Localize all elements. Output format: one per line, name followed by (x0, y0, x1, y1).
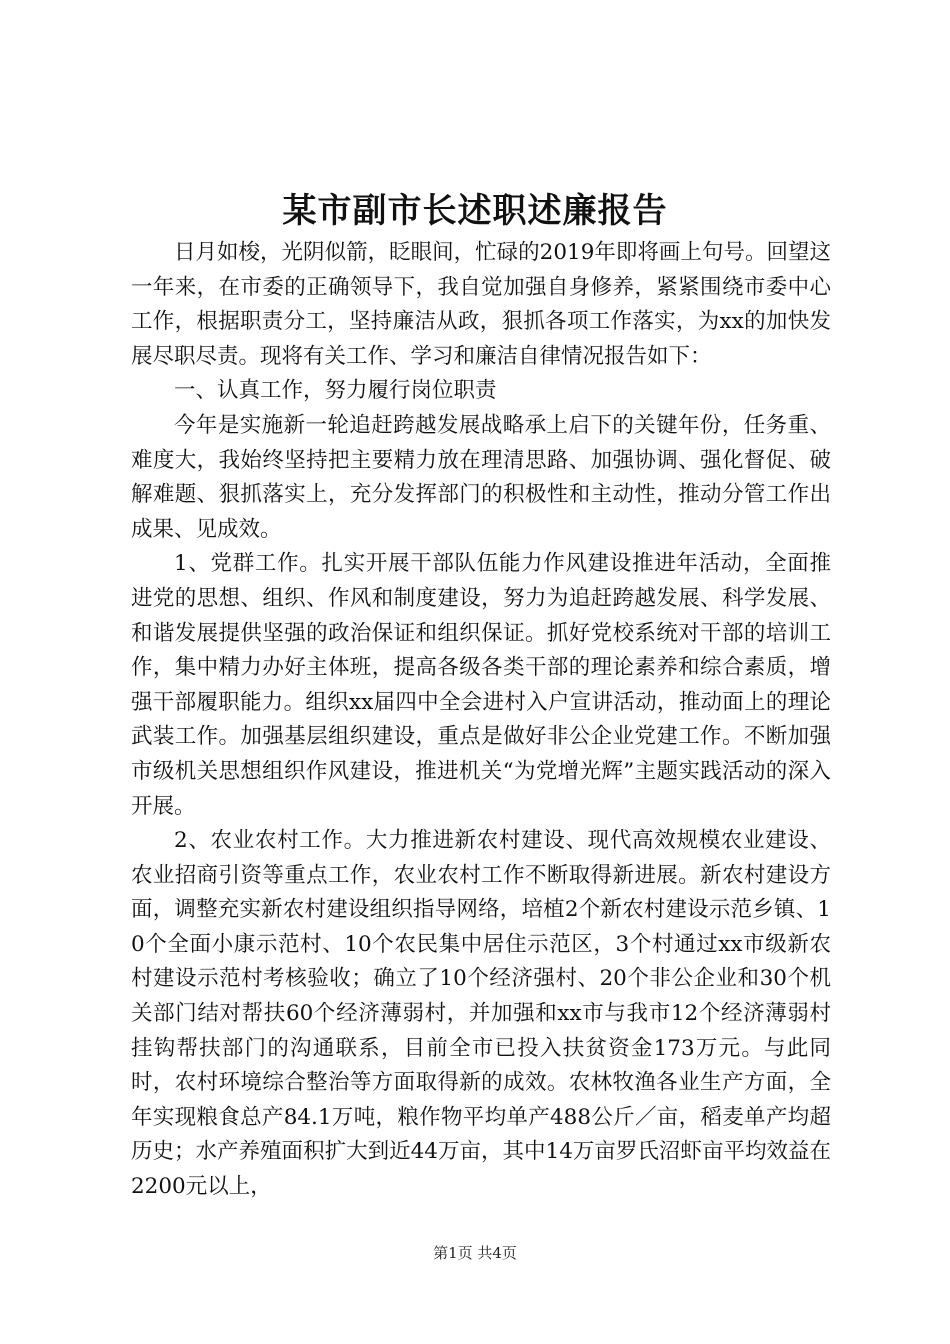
document-body (131, 236, 831, 1205)
intro-paragraph: 日月如梭，光阴似箭，眨眼间，忙碌的2019年即将画上句号。回望这一年来，在市委的正确领导下，我自觉加强自身修养，紧紧围绕市委中心工作，根据职责分工，坚持廉洁从政，狠抓各项工作落实，为xx的加快发展尽职尽责。现将有关工作、学习和廉洁自律情况报告如下： (131, 240, 831, 369)
agriculture-work-paragraph: 2、农业农村工作。大力推进新农村建设、现代高效规模农业建设、农业招商引资等重点工作，农业农村工作不断取得新进展。新农村建设方面，调整充实新农村建设组织指导网络，培植2个新农村建设示范乡镇、10个全面小康示范村、10个农民集中居住示范区，3个村通过xx市级新农村建设示范村考核验收；确立了10个经济强村、20个非公企业和30个机关部门结对帮扶60个经济薄弱村，并加强和xx市与我市12个经济薄弱村挂钩帮扶部门的沟通联系，目前全市已投入扶贫资金173万元。与此同时，农村环境综合整治等方面取得新的成效。农林牧渔各业生产方面，全年实现粮食总产84.1万吨，粮作物平均单产488公斤／亩，稻麦单产均超历史；水产养殖面积扩大到近44万亩，其中14万亩罗氏沼虾亩平均效益在2200元以上， (131, 828, 831, 1200)
party-work-paragraph: 1、党群工作。扎实开展干部队伍能力作风建设推进年活动，全面推进党的思想、组织、作风和制度建设，努力为追赶跨越发展、科学发展、和谐发展提供坚强的政治保证和组织保证。抓好党校系统对干部的培训工作，集中精力办好主体班，提高各级各类干部的理论素养和综合素质，增强干部履职能力。组织xx届四中全会进村入户宣讲活动，推动面上的理论武装工作。加强基层组织建设，重点是做好非公企业党建工作。不断加强市级机关思想组织作风建设，推进机关“为党增光辉”主题实践活动的深入开展。 (131, 551, 831, 819)
section-paragraph: 今年是实施新一轮追赶跨越发展战略承上启下的关键年份，任务重、难度大，我始终坚持把主要精力放在理清思路、加强协调、强化督促、破解难题、狠抓落实上，充分发挥部门的积极性和主动性，推动分管工作出成果、见成效。 (131, 412, 831, 542)
page-footer: 第1页 共4页 (433, 1244, 517, 1262)
document-title: 某市副市长述职述廉报告 (282, 191, 668, 231)
section-heading: 一、认真工作，努力履行岗位职责 (174, 378, 497, 404)
